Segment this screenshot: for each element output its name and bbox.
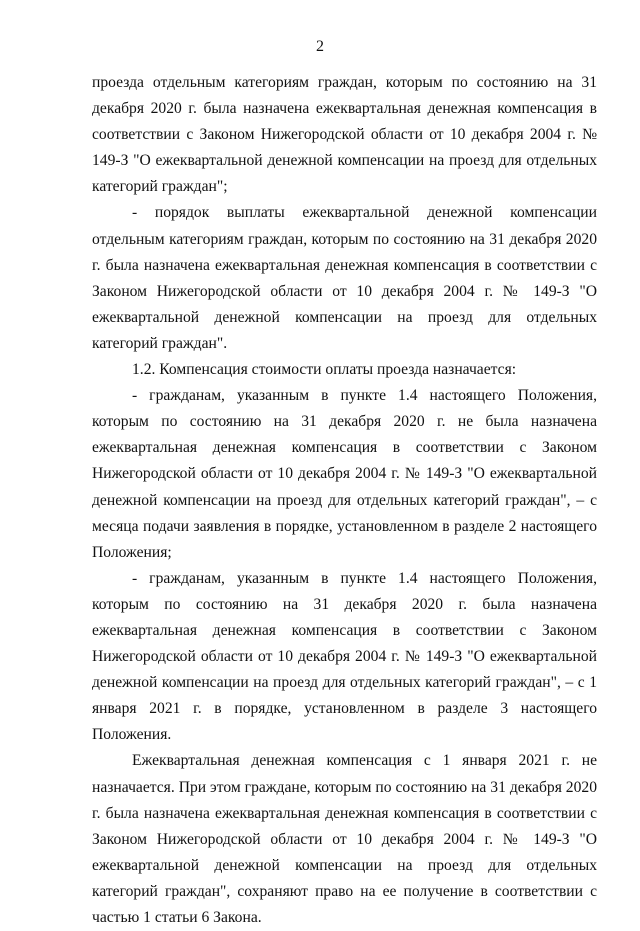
page-number: 2 bbox=[316, 38, 324, 55]
paragraph-section-1-2: 1.2. Компенсация стоимости оплаты проезда назначается: bbox=[132, 361, 517, 379]
document-body bbox=[92, 70, 597, 931]
paragraph-payment-procedure: - порядок выплаты ежеквартальной денежной компенсации отдельным категориям граждан, которым по состоянию на 31 декабря 2020 г. была назначена ежеквартальная денежная компенсация в соответствии с Законом Нижегородской области от 10 декабря 2004 г. № 149-З "О ежеквартальной денежной компенсации на проезд для отдельных категорий граждан". bbox=[92, 204, 597, 352]
paragraph-citizens-assigned: - гражданам, указанным в пункте 1.4 настоящего Положения, которым по состоянию на 31 декабря 2020 г. была назначена ежеквартальная денежная компенсация в соответствии с Законом Нижегородской области от 10 декабря 2004 г. № 149-З "О ежеквартальной денежной компенсации на проезд для отдельных категорий граждан", – с 1 января 2021 г. в порядке, установленном в разделе 3 настоящего Положения. bbox=[92, 569, 597, 744]
paragraph-continuation: проезда отдельным категориям граждан, которым по состоянию на 31 декабря 2020 г. была назначена ежеквартальная денежная компенсация в соответствии с Законом Нижегородской области от 10 декабря 2004 г. № 149-З "О ежеквартальной денежной компенсации на проезд для отдельных категорий граждан"; bbox=[92, 74, 597, 196]
paragraph-citizens-not-assigned: - гражданам, указанным в пункте 1.4 настоящего Положения, которым по состоянию на 31 декабря 2020 г. не была назначена ежеквартальная денежная компенсация в соответствии с Законом Нижегородской области от 10 декабря 2004 г. № 149-З "О ежеквартальной денежной компенсации на проезд для отдельных категорий граждан", – с месяца подачи заявления в порядке, установленном в разделе 2 настоящего Положения; bbox=[92, 387, 597, 561]
paragraph-quarterly-compensation: Ежеквартальная денежная компенсация с 1 января 2021 г. не назначается. При этом граждане, которым по состоянию на 31 декабря 2020 г. была назначена ежеквартальная денежная компенсация в соответствии с Законом Нижегородской области от 10 декабря 2004 г. № 149-З "О ежеквартальной денежной компенсации на проезд для отдельных категорий граждан", сохраняют право на ее получение в соответствии с частью 1 статьи 6 Закона. bbox=[92, 752, 597, 926]
